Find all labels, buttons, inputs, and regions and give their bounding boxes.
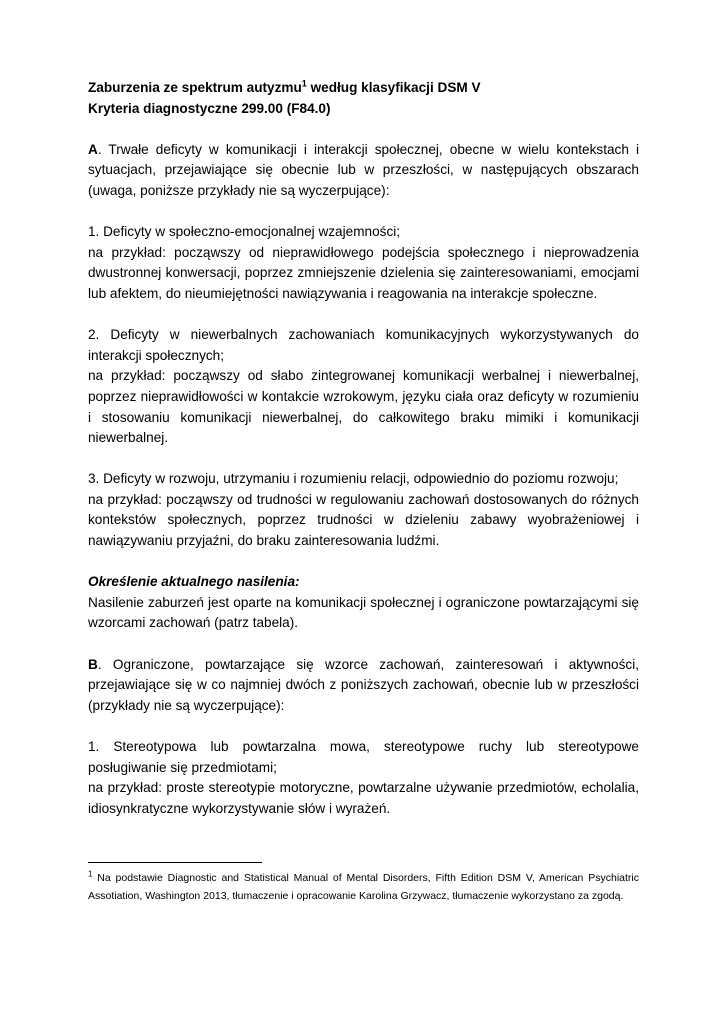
footnote — [88, 870, 639, 905]
criterion-a3-body: na przykład: począwszy od trudności w regulowaniu zachowań dostosowanych do różnych kontekstów społecznych, poprzez trudności w dzieleniu zabawy wyobrażeniowej i nawiązywaniu przyjaźni, do braku zainteresowania ludźmi. — [88, 491, 639, 549]
severity-block — [88, 572, 639, 634]
section-b-label: B — [88, 656, 98, 672]
section-a-text: . Trwałe deficyty w komunikacji i interakcji społecznej, obecne w wielu kontekstach i sytuacjach, przejawiające się obecnie lub w przeszłości, w następujących obszarach (uwaga, poniższe przykłady nie są wyczerpujące): — [88, 141, 639, 198]
section-b-text: . Ograniczone, powtarzające się wzorce zachowań, zainteresowań i aktywności, przejawiające się w co najmniej dwóch z poniższych zachowań, obecnie lub w przeszłości (przykłady nie są wyczerpujące): — [88, 656, 639, 713]
footnote-mark: 1 — [88, 869, 93, 879]
criterion-a1-body: na przykład: począwszy od nieprawidłowego podejścia społecznego i nieprowadzenia dwustronnej konwersacji, poprzez zmniejszenie dzielenia się zainteresowaniami, emocjami lub afektem, do nieumiejętności nawiązywania i reagowania na interakcje społeczne. — [88, 244, 639, 301]
footnote-text: Na podstawie Diagnostic and Statistical Manual of Mental Disorders, Fifth Edition DSM V, American Psychiatric Assotiation, Washington 2013, tłumaczenie i opracowanie Karolina Grzywacz, tłumaczenie wykorzystano za zgodą. — [88, 872, 639, 902]
section-a-paragraph — [88, 140, 639, 202]
criterion-b1-body: na przykład: proste stereotypie motoryczne, powtarzalne używanie przedmiotów, echolalia, idiosynkratyczne wykorzystywanie słów i wyrażeń. — [88, 780, 639, 816]
document-page — [88, 78, 639, 819]
criterion-a2-heading: 2. Deficyty w niewerbalnych zachowaniach komunikacyjnych wykorzystywanych do interakcji społecznych; — [88, 327, 639, 363]
title-text: Zaburzenia ze spektrum autyzmu — [88, 80, 302, 95]
section-b-paragraph — [88, 655, 639, 717]
title-line-2: Kryteria diagnostyczne 299.00 (F84.0) — [88, 100, 331, 116]
criterion-a2 — [88, 325, 639, 449]
criterion-b1-heading: 1. Stereotypowa lub powtarzalna mowa, stereotypowe ruchy lub stereotypowe posługiwanie się przedmiotami; — [88, 739, 639, 775]
section-a-label: A — [88, 141, 98, 157]
criterion-a1-heading: 1. Deficyty w społeczno-emocjonalnej wzajemności; — [88, 224, 401, 240]
title-text-rest: według klasyfikacji DSM V — [306, 80, 481, 95]
criterion-a3 — [88, 469, 639, 551]
footnote-separator — [88, 862, 262, 863]
document-title — [88, 78, 639, 119]
title-line-1 — [88, 78, 639, 99]
criterion-a2-body: na przykład: począwszy od słabo zintegrowanej komunikacji werbalnej i niewerbalnej, poprzez nieprawidłowości w kontakcie wzrokowym, języku ciała oraz deficyty w rozumieniu i stosowaniu komunikacji niewerbalnej, do całkowitego braku mimiki i komunikacji niewerbalnej. — [88, 368, 639, 446]
footnote-reference[interactable]: 1 — [301, 78, 307, 89]
severity-body: Nasilenie zaburzeń jest oparte na komunikacji społecznej i ograniczone powtarzającymi się wzorcami zachowań (patrz tabela). — [88, 594, 639, 631]
criterion-b1 — [88, 737, 639, 819]
severity-heading: Określenie aktualnego nasilenia: — [88, 574, 300, 590]
criterion-a3-heading: 3. Deficyty w rozwoju, utrzymaniu i rozumieniu relacji, odpowiednio do poziomu rozwoju; — [88, 471, 619, 487]
criterion-a1 — [88, 222, 639, 304]
